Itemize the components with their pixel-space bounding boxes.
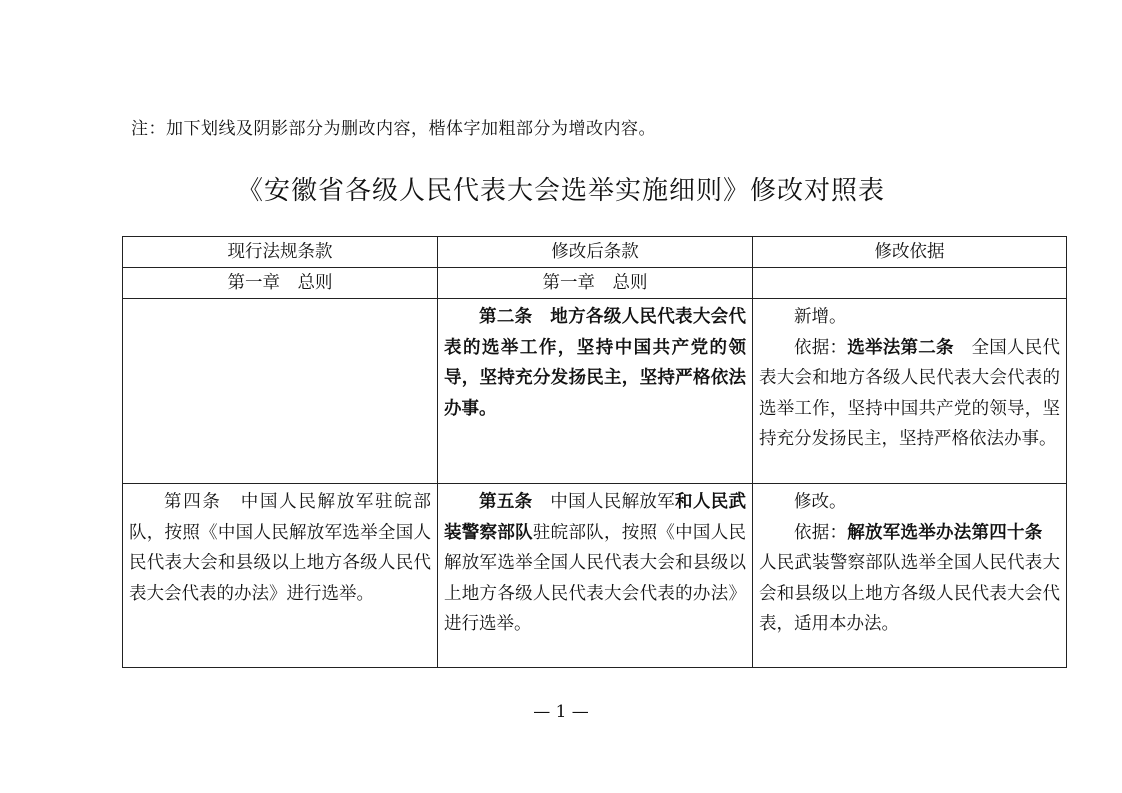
chapter-row <box>123 268 1067 299</box>
cell-current <box>123 299 438 484</box>
cell-current <box>123 484 438 668</box>
basis-type: 修改。 <box>794 492 847 512</box>
chapter-current: 第一章 总则 <box>123 268 438 299</box>
basis-reference: 解放军选举办法第四十条 <box>847 522 1043 543</box>
revised-text-bold: 第二条 地方各级人民代表大会代表的选举工作，坚持中国共产党的领导，坚持充分发扬民主，坚持严格依法办事。 <box>444 307 746 419</box>
basis-text: 全国人民代表大会和地方各级人民代表大会代表的选举工作，坚持中国共产党的领导，坚持充分发扬民主，坚持严格依法办事。 <box>759 337 1060 449</box>
basis-text: 人民武装警察部队选举全国人民代表大会和县级以上地方各级人民代表大会代表，适用本办法。 <box>759 522 1060 634</box>
table-row <box>123 299 1067 484</box>
revised-bold-1: 第五条 <box>479 492 533 512</box>
basis-label: 依据： <box>794 522 848 543</box>
header-revised: 修改后条款 <box>438 237 753 268</box>
cell-revised <box>438 299 753 484</box>
basis-reference: 选举法第二条 <box>847 337 954 358</box>
cell-basis <box>753 484 1067 668</box>
revised-normal-1: 中国人民解放军 <box>532 492 676 512</box>
chapter-basis <box>753 268 1067 299</box>
page-number: — 1 — <box>533 702 589 722</box>
basis-label: 依据： <box>794 337 848 358</box>
cell-revised <box>438 484 753 668</box>
revised-bold-2: 和人民武装警察部队 <box>444 492 747 543</box>
chapter-revised: 第一章 总则 <box>438 268 753 299</box>
note-text: 注：加下划线及阴影部分为删改内容，楷体字加粗部分为增改内容。 <box>131 119 656 139</box>
comparison-table <box>122 236 1067 668</box>
header-row <box>123 237 1067 268</box>
cell-basis <box>753 299 1067 484</box>
header-basis: 修改依据 <box>753 237 1067 268</box>
basis-type: 新增。 <box>794 307 847 327</box>
revised-normal-2: 驻皖部队，按照《中国人民解放军选举全国人民代表大会和县级以上地方各级人民代表大会代表的办法》进行选举。 <box>444 522 746 634</box>
table-row <box>123 484 1067 668</box>
header-current: 现行法规条款 <box>123 237 438 268</box>
document-title: 《安徽省各级人民代表大会选举实施细则》修改对照表 <box>236 176 885 206</box>
current-text: 第四条 中国人民解放军驻皖部队，按照《中国人民解放军选举全国人民代表大会和县级以上地方各级人民代表大会代表的办法》进行选举。 <box>129 492 431 604</box>
